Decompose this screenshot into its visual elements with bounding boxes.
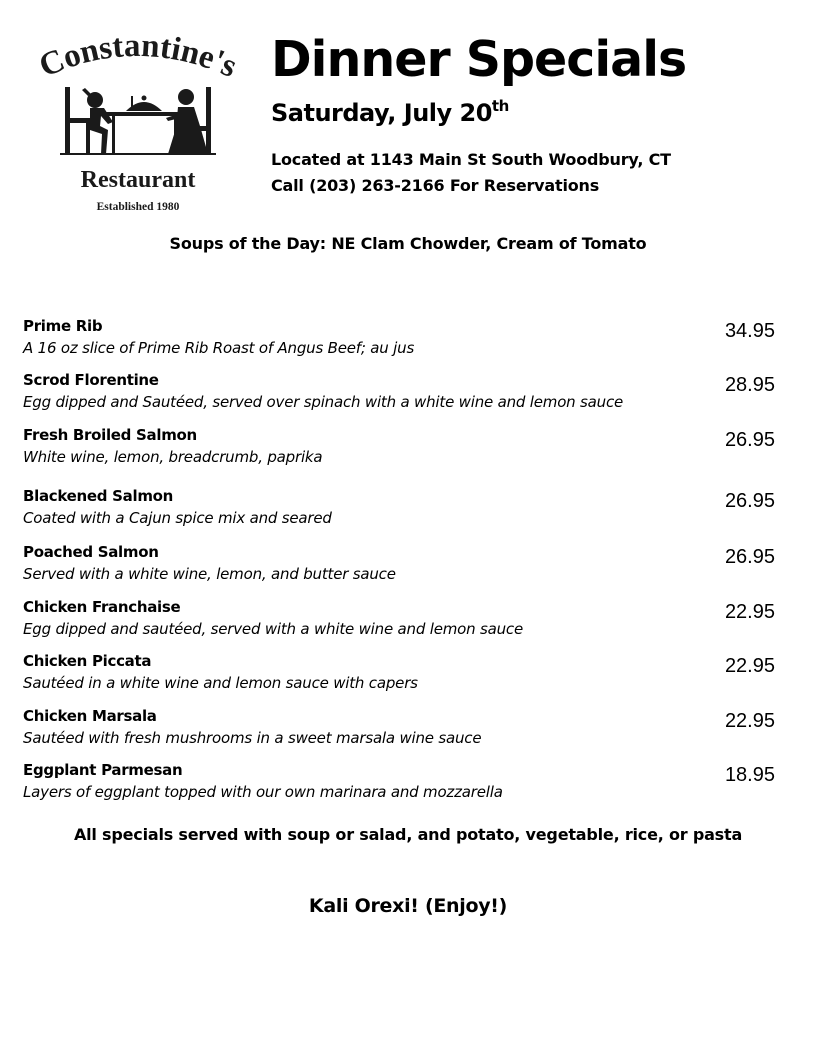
- menu-item: [23, 651, 783, 699]
- menu-item-price: 28.95: [724, 374, 775, 396]
- menu-item-price: 22.95: [724, 710, 775, 732]
- logo-established-text: Established 1980: [96, 201, 180, 213]
- menu-item: [23, 316, 783, 364]
- menu-item: [23, 706, 783, 754]
- date-suffix: th: [491, 97, 509, 115]
- address-line: Located at 1143 Main St South Woodbury, CT: [271, 150, 671, 169]
- menu-item-description: White wine, lemon, breadcrumb, paprika: [23, 448, 323, 466]
- menu-item-description: Sautéed with fresh mushrooms in a sweet marsala wine sauce: [23, 729, 482, 747]
- dining-scene-icon: [60, 87, 216, 155]
- soups-of-the-day: Soups of the Day: NE Clam Chowder, Cream of Tomato: [169, 234, 647, 253]
- menu-item-description: A 16 oz slice of Prime Rib Roast of Angus Beef; au jus: [23, 339, 415, 357]
- menu-item-description: Coated with a Cajun spice mix and seared: [23, 509, 332, 527]
- logo-name-text: Constantine's: [34, 30, 242, 85]
- menu-item-name: Eggplant Parmesan: [23, 761, 183, 779]
- specials-served-with-note: All specials served with soup or salad, and potato, vegetable, rice, or pasta: [73, 825, 743, 844]
- reservation-phone-line: Call (203) 263-2166 For Reservations: [271, 176, 600, 195]
- menu-item-name: Blackened Salmon: [23, 487, 174, 505]
- menu-item-name: Scrod Florentine: [23, 371, 159, 389]
- menu-item: [23, 425, 783, 473]
- menu-item-description: Layers of eggplant topped with our own marinara and mozzarella: [23, 783, 503, 801]
- menu-item-price: 18.95: [724, 764, 775, 786]
- menu-item-price: 22.95: [724, 601, 775, 623]
- menu-item-price: 26.95: [724, 429, 775, 451]
- menu-item-name: Chicken Franchaise: [23, 598, 181, 616]
- menu-item-description: Served with a white wine, lemon, and butter sauce: [23, 565, 396, 583]
- menu-item-name: Chicken Marsala: [23, 707, 157, 725]
- menu-item-description: Egg dipped and Sautéed, served over spinach with a white wine and lemon sauce: [23, 393, 624, 411]
- restaurant-logo: [28, 30, 248, 215]
- logo-graphic: [28, 30, 248, 215]
- menu-item-name: Fresh Broiled Salmon: [23, 426, 197, 444]
- menu-item: [23, 370, 783, 418]
- date-text: Saturday, July 20: [271, 99, 492, 127]
- page-title: Dinner Specials: [271, 31, 687, 88]
- menu-item-name: Poached Salmon: [23, 543, 159, 561]
- menu-item-name: Prime Rib: [23, 317, 103, 335]
- menu-item-description: Sautéed in a white wine and lemon sauce with capers: [23, 674, 418, 692]
- menu-item: [23, 486, 783, 534]
- menu-item-price: 22.95: [724, 655, 775, 677]
- menu-item-description: Egg dipped and sautéed, served with a white wine and lemon sauce: [23, 620, 523, 638]
- menu-item-price: 34.95: [724, 320, 775, 342]
- menu-item: [23, 760, 783, 808]
- menu-item-price: 26.95: [724, 490, 775, 512]
- menu-item-price: 26.95: [724, 546, 775, 568]
- enjoy-message: Kali Orexi! (Enjoy!): [308, 895, 508, 917]
- date-heading: [271, 96, 509, 130]
- menu-item: [23, 597, 783, 645]
- menu-item: [23, 542, 783, 590]
- menu-item-name: Chicken Piccata: [23, 652, 152, 670]
- logo-restaurant-text: Restaurant: [80, 167, 196, 193]
